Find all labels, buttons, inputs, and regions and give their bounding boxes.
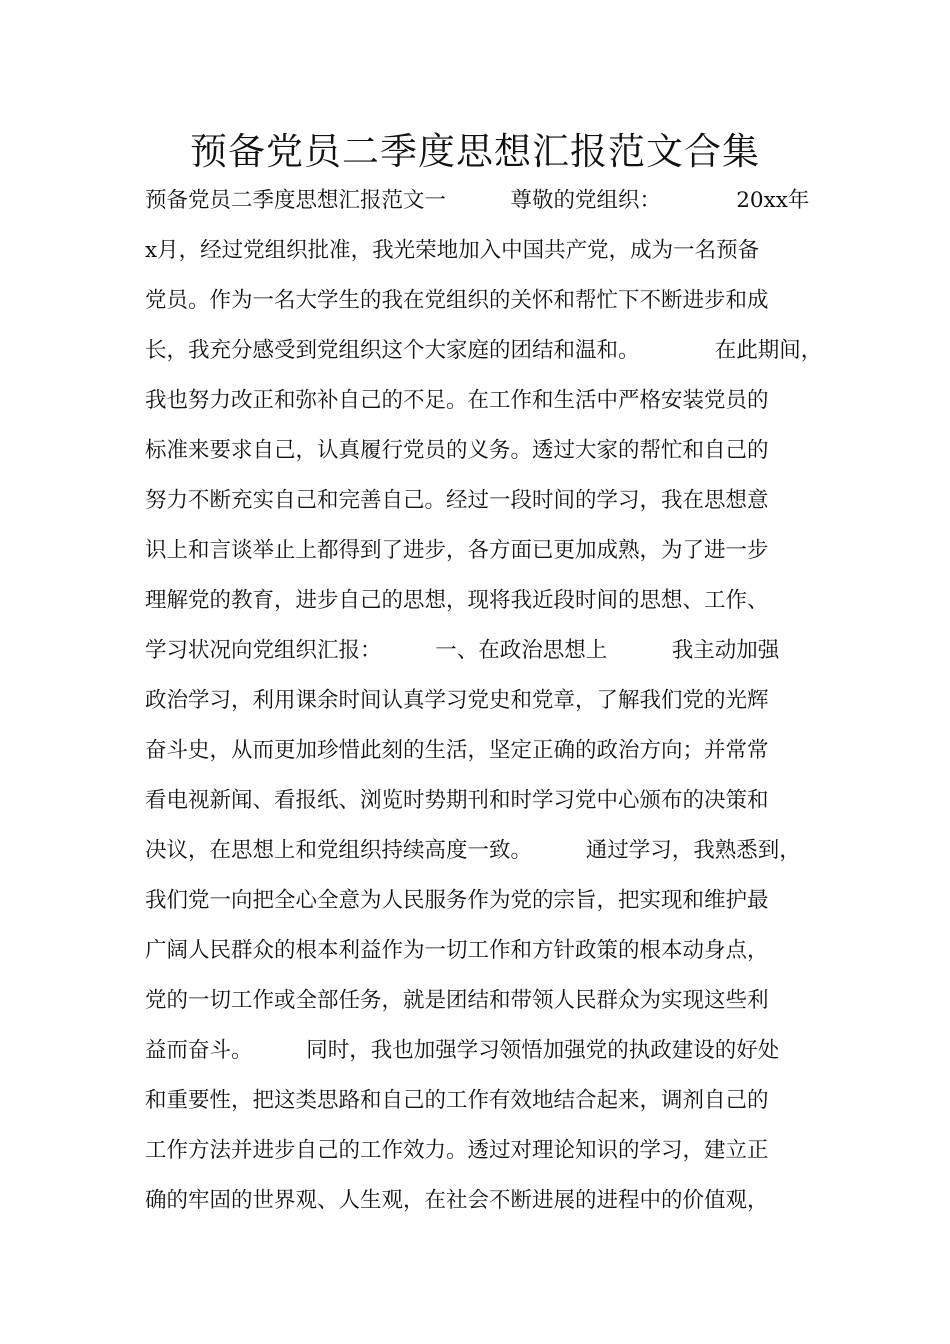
body-line: 看电视新闻、看报纸、浏览时势期刊和时学习党中心颁布的决策和	[145, 788, 769, 813]
document-title: 预备党员二季度思想汇报范文合集	[190, 130, 760, 173]
body-line: 广阔人民群众的根本利益作为一切工作和方针政策的根本动身点，	[145, 938, 769, 963]
body-line: 理解党的教育，进步自己的思想，现将我近段时间的思想、工作、	[145, 588, 769, 613]
document-body	[145, 176, 835, 1226]
body-line: 工作方法并进步自己的工作效力。透过对理论知识的学习，建立正	[145, 1138, 769, 1163]
body-line: 识上和言谈举止上都得到了进步，各方面已更加成熟，为了进一步	[145, 538, 769, 563]
body-line: x月，经过党组织批准，我光荣地加入中国共产党，成为一名预备	[145, 238, 760, 263]
body-line: 努力不断充实自己和完善自己。经过一段时间的学习，我在思想意	[145, 488, 769, 513]
body-line: 我也努力改正和弥补自己的不足。在工作和生活中严格安装党员的	[145, 388, 769, 413]
body-line: 和重要性，把这类思路和自己的工作有效地结合起来，调剂自己的	[145, 1088, 769, 1113]
body-line: 标准来要求自己，认真履行党员的义务。透过大家的帮忙和自己的	[145, 438, 769, 463]
body-line: 益而奋斗。 同时，我也加强学习领悟加强党的执政建设的好处	[145, 1038, 780, 1063]
body-line: 学习状况向党组织汇报： 一、在政治思想上 我主动加强	[145, 638, 780, 663]
body-line: 奋斗史，从而更加珍惜此刻的生活，坚定正确的政治方向；并常常	[145, 738, 769, 763]
body-line: 预备党员二季度思想汇报范文一 尊敬的党组织： 20xx年	[145, 188, 810, 213]
body-line: 长，我充分感受到党组织这个大家庭的团结和温和。 在此期间，	[145, 338, 823, 363]
body-line: 确的牢固的世界观、人生观，在社会不断进展的进程中的价值观，	[145, 1188, 769, 1213]
body-line: 我们党一向把全心全意为人民服务作为党的宗旨，把实现和维护最	[145, 888, 769, 913]
body-line: 党员。作为一名大学生的我在党组织的关怀和帮忙下不断进步和成	[145, 288, 769, 313]
body-line: 政治学习，利用课余时间认真学习党史和党章，了解我们党的光辉	[145, 688, 769, 713]
body-line: 党的一切工作或全部任务，就是团结和带领人民群众为实现这些利	[145, 988, 769, 1013]
body-line: 决议，在思想上和党组织持续高度一致。 通过学习，我熟悉到，	[145, 838, 801, 863]
